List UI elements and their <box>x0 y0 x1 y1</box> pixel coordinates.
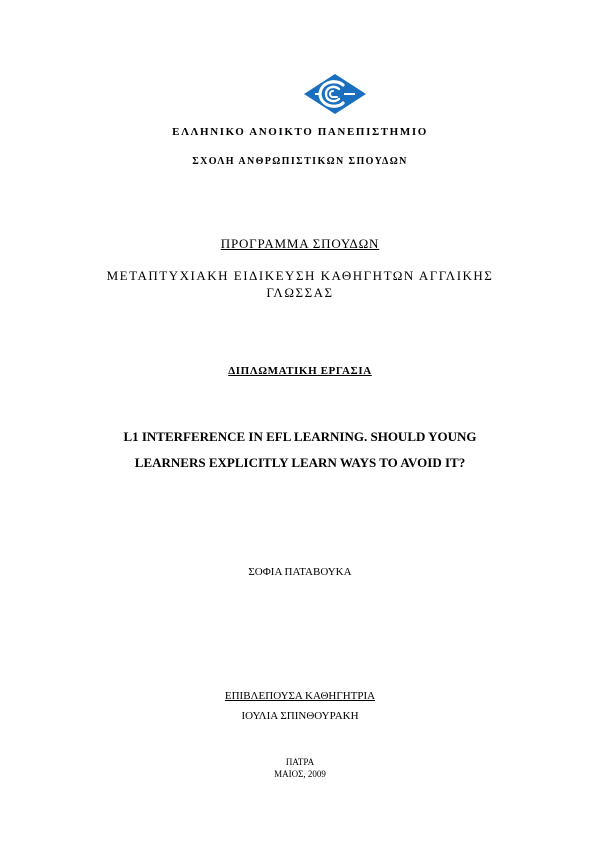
supervisor-label: ΕΠΙΒΛΕΠΟΥΣΑ ΚΑΘΗΓΗΤΡΙΑ <box>224 690 376 702</box>
specialization-line-2: ΓΛΩΣΣΑΣ <box>266 285 334 300</box>
date: ΜΑΙΟΣ, 2009 <box>274 769 326 779</box>
specialization-line-1: ΜΕΤΑΠΤΥΧΙΑΚΗ ΕΙΔΙΚΕΥΣΗ ΚΑΘΗΓΗΤΩΝ ΑΓΓΛΙΚΗΣ <box>106 268 494 283</box>
program-label: ΠΡΟΓΡΑΜΜΑ ΣΠΟΥΔΩΝ <box>220 236 380 251</box>
school-name: ΣΧΟΛΗ ΑΝΘΡΩΠΙΣΤΙΚΩΝ ΣΠΟΥΔΩΝ <box>192 156 408 167</box>
university-logo-icon <box>303 73 367 115</box>
thesis-label: ΔΙΠΛΩΜΑΤΙΚΗ ΕΡΓΑΣΙΑ <box>228 365 372 377</box>
thesis-title-line-2: LEARNERS EXPLICITLY LEARN WAYS TO AVOID IT? <box>134 455 466 470</box>
supervisor-name: ΙΟΥΛΙΑ ΣΠΙΝΘΟΥΡΑΚΗ <box>241 710 359 722</box>
university-name: ΕΛΛΗΝΙΚΟ ΑΝΟΙΚΤΟ ΠΑΝΕΠΙΣΤΗΜΙΟ <box>172 126 428 138</box>
thesis-title-line-1: L1 INTERFERENCE IN EFL LEARNING. SHOULD YOUNG <box>123 429 477 444</box>
author-name: ΣΟΦΙΑ ΠΑΤΑΒΟΥΚΑ <box>248 566 352 578</box>
city: ΠΑΤΡΑ <box>285 757 315 767</box>
